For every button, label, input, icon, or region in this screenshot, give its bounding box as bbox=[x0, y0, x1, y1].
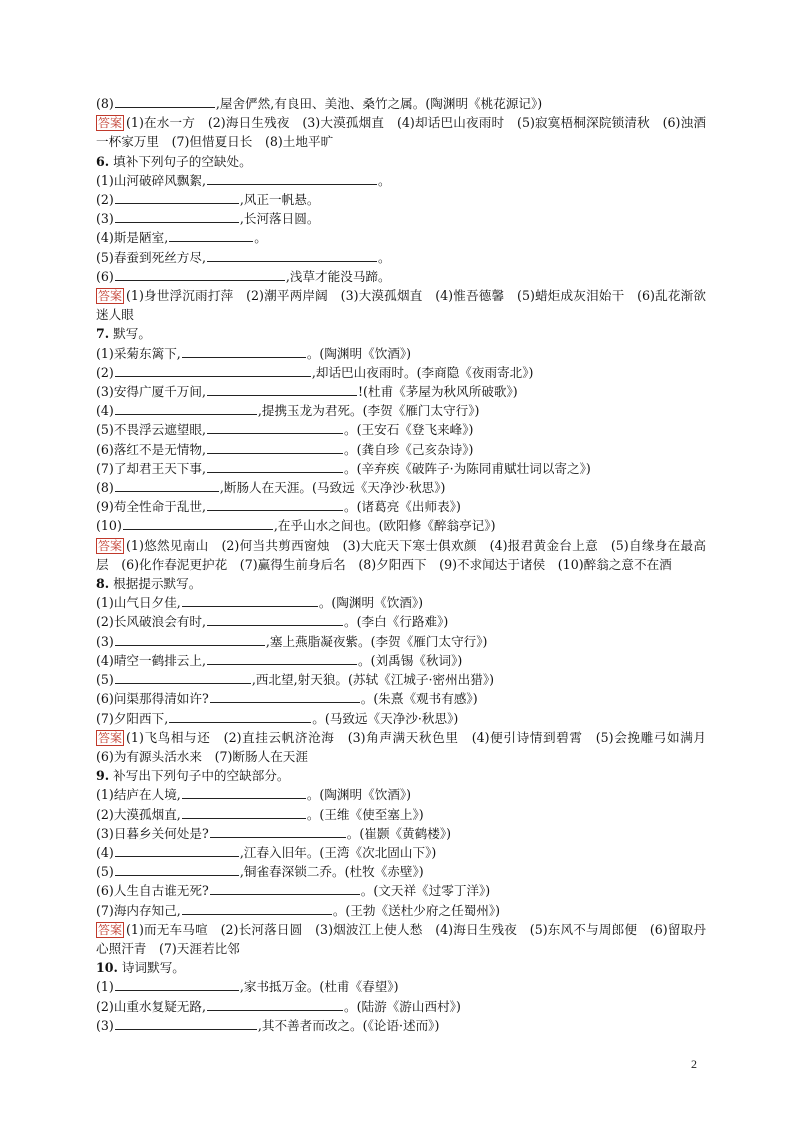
prompt-text: (4) bbox=[96, 403, 114, 419]
prompt-text: 。(陆游《游山西村》) bbox=[344, 998, 461, 1014]
answer-blank[interactable] bbox=[207, 461, 343, 473]
prompt-text: (6)落红不是无情物, bbox=[96, 441, 206, 457]
answer-blank[interactable] bbox=[115, 211, 239, 223]
answer-block bbox=[96, 536, 706, 574]
prompt-text: (6)人生自古谁无死? bbox=[96, 883, 209, 899]
answer-blank[interactable] bbox=[207, 384, 357, 396]
prompt-text: (7)夕阳西下, bbox=[96, 710, 169, 726]
prompt-text: 。 bbox=[378, 249, 391, 265]
prompt-text: 。(马致远《天净沙·秋思》) bbox=[312, 710, 459, 726]
prompt-text: (2)长风破浪会有时, bbox=[96, 614, 206, 630]
fill-blank-line bbox=[96, 901, 706, 920]
prompt-text: 。(崔颢《黄鹤楼》) bbox=[346, 825, 452, 841]
question-number: 6. bbox=[96, 153, 110, 169]
fill-blank-line bbox=[96, 497, 706, 516]
question-number: 9. bbox=[96, 768, 110, 784]
answer-blank[interactable] bbox=[182, 903, 332, 915]
fill-blank-line bbox=[96, 862, 706, 881]
fill-blank-line bbox=[96, 1016, 706, 1035]
prompt-text: 。(王勃《送杜少府之任蜀州》) bbox=[332, 902, 501, 918]
fill-blank-line bbox=[96, 516, 706, 535]
prompt-text: ,铜雀春深锁二乔。(杜牧《赤壁》) bbox=[239, 864, 424, 880]
fill-blank-line bbox=[96, 363, 706, 382]
fill-blank-line bbox=[96, 459, 706, 478]
prompt-text: (3) bbox=[96, 211, 114, 227]
question-title: 诗词默写。 bbox=[117, 960, 185, 976]
prompt-text: ,提携玉龙为君死。(李贺《雁门太守行》) bbox=[257, 403, 480, 419]
answer-block bbox=[96, 728, 719, 766]
prompt-text: 。(文天祥《过零丁洋》) bbox=[360, 883, 491, 899]
question-number: 8. bbox=[96, 576, 110, 592]
answer-label: 答案 bbox=[98, 730, 123, 745]
fill-blank-line bbox=[96, 843, 706, 862]
answer-blank[interactable] bbox=[115, 845, 239, 857]
answer-blank[interactable] bbox=[169, 230, 253, 242]
answer-text: (1)在水一方 (2)海日生残夜 (3)大漠孤烟直 (4)却话巴山夜雨时 (5)寂寞梧桐深院锁清秋 (6)浊酒一杯家万里 (7)但惜夏日长 (8)土地平旷 bbox=[96, 115, 706, 150]
prompt-text: ,在乎山水之间也。(欧阳修《醉翁亭记》) bbox=[273, 518, 496, 534]
prompt-text: 。(王维《使至塞上》) bbox=[306, 806, 424, 822]
question-heading bbox=[96, 574, 706, 593]
answer-block bbox=[96, 286, 706, 324]
fill-blank-line bbox=[96, 190, 706, 209]
answer-text: (1)悠然见南山 (2)何当共剪西窗烛 (3)大庇天下寒士俱欢颜 (4)报君黄金台上意 (5)自缘身在最高层 (6)化作春泥更护花 (7)赢得生前身后名 (8)夕阳西下 (9)不求闻达于诸侯 (10)醉翁之意不在酒 bbox=[96, 537, 706, 572]
prompt-text: (1)山气日夕佳, bbox=[96, 595, 181, 611]
prompt-text: (1) bbox=[96, 979, 114, 995]
prompt-text: 。(王安石《登飞来峰》) bbox=[344, 422, 474, 438]
fill-blank-line bbox=[96, 267, 706, 286]
prompt-text: ,江春入旧年。(王湾《次北固山下》) bbox=[239, 844, 437, 860]
answer-blank[interactable] bbox=[207, 499, 343, 511]
prompt-text: (1)山河破碎风飘絮, bbox=[96, 172, 206, 188]
answer-blank[interactable] bbox=[207, 442, 343, 454]
prompt-text: ,其不善者而改之。(《论语·述而》) bbox=[257, 1017, 440, 1033]
answer-text: (1)飞鸟相与还 (2)直挂云帆济沧海 (3)角声满天秋色里 (4)便引诗情到碧霄 (5)会挽雕弓如满月 (6)为有源头活水来 (7)断肠人在天涯 bbox=[96, 729, 719, 764]
answer-blank[interactable] bbox=[207, 614, 343, 626]
answer-blank[interactable] bbox=[169, 711, 311, 723]
answer-blank[interactable] bbox=[115, 192, 239, 204]
prompt-text: ,家书抵万金。(杜甫《春望》) bbox=[239, 979, 399, 995]
prompt-text: (5)不畏浮云遮望眼, bbox=[96, 422, 206, 438]
fill-blank-line bbox=[96, 478, 706, 497]
prompt-text: 。(刘禹锡《秋词》) bbox=[358, 652, 463, 668]
answer-block bbox=[96, 113, 706, 151]
fill-blank-line bbox=[96, 248, 706, 267]
question-heading bbox=[96, 958, 706, 977]
answer-blank[interactable] bbox=[207, 250, 377, 262]
prompt-text: (8) bbox=[96, 96, 114, 111]
question-title: 默写。 bbox=[109, 326, 151, 342]
question-number: 10. bbox=[96, 960, 118, 976]
answer-blank[interactable] bbox=[207, 173, 377, 185]
prompt-text: ,长河落日圆。 bbox=[239, 211, 320, 227]
answer-blank[interactable] bbox=[210, 826, 346, 838]
fill-blank-line bbox=[96, 171, 706, 190]
answer-block bbox=[96, 920, 706, 958]
fill-blank-line bbox=[96, 228, 706, 247]
prompt-text: 。(朱熹《观书有感》) bbox=[360, 691, 478, 707]
prompt-text: (6) bbox=[96, 268, 114, 284]
answer-blank[interactable] bbox=[115, 96, 215, 108]
prompt-text: ,却话巴山夜雨时。(李商隐《夜雨寄北》) bbox=[311, 364, 534, 380]
prompt-text: (1)结庐在人境, bbox=[96, 787, 181, 803]
answer-blank[interactable] bbox=[207, 999, 343, 1011]
answer-blank[interactable] bbox=[207, 653, 357, 665]
prompt-text: ,屋舍俨然,有良田、美池、桑竹之属。(陶渊明《桃花源记》) bbox=[215, 96, 543, 111]
fill-blank-line bbox=[96, 805, 706, 824]
fill-blank-line bbox=[96, 709, 706, 728]
answer-blank[interactable] bbox=[115, 864, 239, 876]
answer-label: 答案 bbox=[98, 116, 123, 131]
answer-blank[interactable] bbox=[115, 365, 311, 377]
answer-label: 答案 bbox=[98, 922, 123, 937]
prompt-text: (4)晴空一鹤排云上, bbox=[96, 652, 206, 668]
prompt-text: ,西北望,射天狼。(苏轼《江城子·密州出猎》) bbox=[251, 672, 495, 688]
prompt-text: (3) bbox=[96, 1017, 114, 1033]
question-heading bbox=[96, 766, 706, 785]
prompt-text: ,塞上燕脂凝夜紫。(李贺《雁门太守行》) bbox=[265, 633, 488, 649]
fill-blank-line bbox=[96, 420, 706, 439]
prompt-text: (2)山重水复疑无路, bbox=[96, 998, 206, 1014]
prompt-text: (6)问渠那得清如许? bbox=[96, 691, 209, 707]
fill-blank-line bbox=[96, 881, 706, 900]
prompt-text: 。(陶渊明《饮酒》) bbox=[306, 345, 412, 361]
fill-blank-line bbox=[96, 977, 706, 996]
prompt-text: (2)大漠孤烟直, bbox=[96, 806, 181, 822]
answer-blank[interactable] bbox=[115, 672, 251, 684]
answer-blank[interactable] bbox=[210, 691, 360, 703]
prompt-text: 。(李白《行路难》) bbox=[344, 614, 449, 630]
answer-blank[interactable] bbox=[182, 787, 306, 799]
question-title: 补写出下列句子中的空缺部分。 bbox=[109, 768, 290, 784]
prompt-text: (7)海内存知己, bbox=[96, 902, 181, 918]
fill-blank-line bbox=[96, 670, 706, 689]
answer-blank[interactable] bbox=[115, 634, 265, 646]
answer-blank[interactable] bbox=[115, 480, 219, 492]
prompt-text: (5) bbox=[96, 864, 114, 880]
answer-blank[interactable] bbox=[115, 269, 285, 281]
prompt-text: ,断肠人在天涯。(马致远《天净沙·秋思》) bbox=[219, 480, 446, 496]
prompt-text: (2) bbox=[96, 192, 114, 208]
answer-label: 答案 bbox=[98, 289, 123, 304]
prompt-text: 。 bbox=[254, 230, 267, 246]
answer-blank[interactable] bbox=[182, 346, 306, 358]
answer-blank[interactable] bbox=[115, 403, 257, 415]
question-heading bbox=[96, 152, 706, 171]
prompt-text: 。(陶渊明《饮酒》) bbox=[318, 595, 424, 611]
fill-blank-line bbox=[96, 382, 706, 401]
answer-text: (1)身世浮沉雨打萍 (2)潮平两岸阔 (3)大漠孤烟直 (4)惟吾德馨 (5)蜡炬成灰泪始干 (6)乱花渐欲迷人眼 bbox=[96, 288, 706, 323]
prompt-text: (4) bbox=[96, 844, 114, 860]
prompt-text: ,风正一帆悬。 bbox=[239, 192, 320, 208]
fill-blank-line bbox=[96, 632, 706, 651]
prompt-text: (8) bbox=[96, 480, 114, 496]
answer-blank[interactable] bbox=[207, 422, 343, 434]
answer-blank[interactable] bbox=[210, 883, 360, 895]
answer-blank[interactable] bbox=[115, 979, 239, 991]
fill-blank-line bbox=[96, 612, 706, 631]
fill-blank-line bbox=[96, 593, 706, 612]
document-body bbox=[96, 94, 719, 1035]
prompt-text: 。(辛弃疾《破阵子·为陈同甫赋壮词以寄之》) bbox=[344, 460, 591, 476]
prompt-text: (5) bbox=[96, 672, 114, 688]
prompt-text: (3)安得广厦千万间, bbox=[96, 384, 206, 400]
prompt-text: (5)春蚕到死丝方尽, bbox=[96, 249, 206, 265]
answer-blank[interactable] bbox=[182, 595, 318, 607]
answer-label: 答案 bbox=[98, 538, 123, 553]
prompt-text: (2) bbox=[96, 364, 114, 380]
answer-blank[interactable] bbox=[123, 518, 273, 530]
question-heading bbox=[96, 324, 706, 343]
prompt-text: (1)采菊东篱下, bbox=[96, 345, 181, 361]
question-number: 7. bbox=[96, 326, 110, 342]
prompt-text: 。(龚自珍《己亥杂诗》) bbox=[344, 441, 474, 457]
fill-blank-line bbox=[96, 785, 706, 804]
prompt-text: !(杜甫《茅屋为秋风所破歌》) bbox=[358, 384, 518, 400]
prompt-text: (3) bbox=[96, 633, 114, 649]
prompt-text: 。(陶渊明《饮酒》) bbox=[306, 787, 412, 803]
prompt-text: (3)日暮乡关何处是? bbox=[96, 825, 209, 841]
prompt-text: ,浅草才能没马蹄。 bbox=[285, 268, 391, 284]
page-number: 2 bbox=[691, 1057, 697, 1071]
answer-blank[interactable] bbox=[182, 807, 306, 819]
fill-blank-line bbox=[96, 651, 706, 670]
fill-blank-line bbox=[96, 440, 706, 459]
fill-blank-line bbox=[96, 401, 706, 420]
prompt-text: 。(诸葛亮《出师表》) bbox=[344, 499, 461, 515]
answer-blank[interactable] bbox=[115, 1018, 257, 1030]
prompt-text: (4)斯是陋室, bbox=[96, 230, 169, 246]
fill-blank-line bbox=[96, 689, 706, 708]
prompt-text: (9)苟全性命于乱世, bbox=[96, 499, 206, 515]
question-title: 根据提示默写。 bbox=[109, 576, 202, 592]
answer-text: (1)而无车马喧 (2)长河落日圆 (3)烟波江上使人愁 (4)海日生残夜 (5)东风不与周郎便 (6)留取丹心照汗青 (7)天涯若比邻 bbox=[96, 921, 706, 956]
prompt-text: 。 bbox=[378, 172, 391, 188]
fill-blank-line bbox=[96, 997, 706, 1016]
prompt-text: (10) bbox=[96, 518, 122, 534]
fill-blank-line bbox=[96, 344, 706, 363]
question-title: 填补下列句子的空缺处。 bbox=[109, 153, 252, 169]
fill-blank-line bbox=[96, 824, 706, 843]
prompt-text: (7)了却君王天下事, bbox=[96, 460, 206, 476]
fill-blank-line bbox=[96, 209, 706, 228]
fill-blank-line bbox=[96, 94, 706, 113]
